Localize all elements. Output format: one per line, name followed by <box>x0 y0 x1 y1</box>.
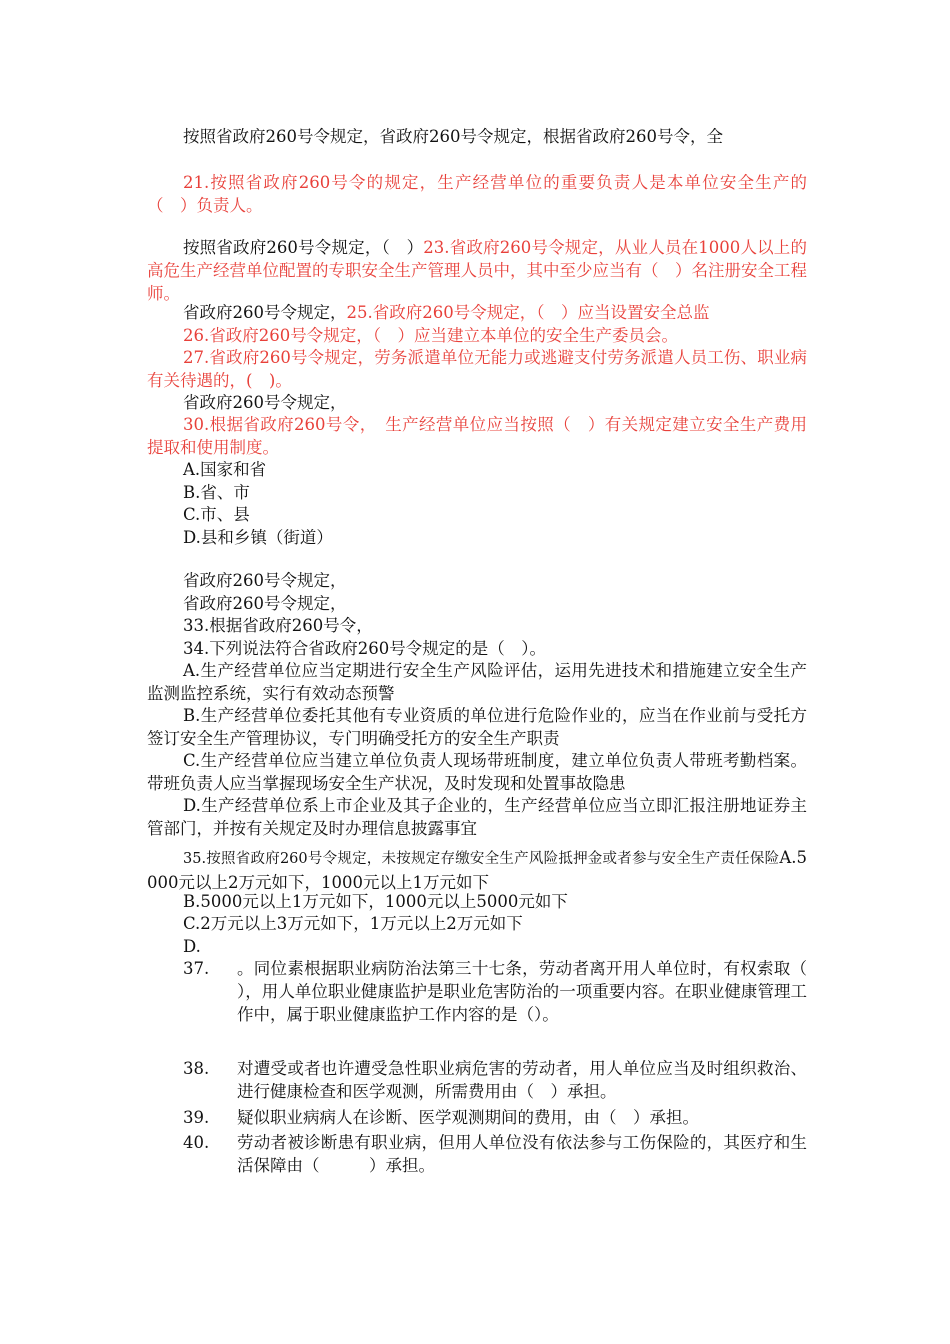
paragraph-260-rules: 按照省政府260号令规定，省政府260号令规定，根据省政府260号令，全 <box>183 127 723 146</box>
paragraph-260-rules-2: 省政府260号令规定， <box>183 393 347 412</box>
question-23-paragraph <box>147 236 807 305</box>
question-25: 25.省政府260号令规定，（ ）应当设置安全总监 <box>346 303 710 322</box>
question-37-number: 37. <box>183 959 210 978</box>
question-33: 33.根据省政府260号令， <box>183 616 373 635</box>
question-21: 21.按照省政府260号令的规定，生产经营单位的重要负责人是本单位安全生产的（ ）负责人。 <box>147 173 807 215</box>
question-35-paragraph <box>147 846 807 894</box>
q35-option-d: D. <box>183 937 201 956</box>
question-38-text: 对遭受或者也许遭受急性职业病危害的劳动者，用人单位应当及时组织救治、进行健康检查和医学观测，所需费用由（ ）承担。 <box>237 1059 807 1101</box>
q34-option-b: B.生产经营单位委托其他有专业资质的单位进行危险作业的，应当在作业前与受托方签订安全生产管理协议，专门明确受托方的安全生产职责 <box>147 706 807 748</box>
q30-option-c: C.市、县 <box>183 505 250 524</box>
q34-option-d: D.生产经营单位系上市企业及其子企业的，生产经营单位应当立即汇报注册地证券主管部门，并按有关规定及时办理信息披露事宜 <box>147 796 807 838</box>
question-30: 30.根据省政府260号令， 生产经营单位应当按照（ ）有关规定建立安全生产费用提取和使用制度。 <box>147 415 807 457</box>
paragraph-260-rules-3: 省政府260号令规定， <box>183 571 347 590</box>
question-37-text: 。同位素根据职业病防治法第三十七条，劳动者离开用人单位时，有权索取（ ），用人单位职业健康监护是职业危害防治的一项重要内容。在职业健康管理工作中，属于职业健康监护工作内容的是（）。 <box>237 959 840 1024</box>
question-40-text: 劳动者被诊断患有职业病，但用人单位没有依法参与工伤保险的，其医疗和生活保障由（ ）承担。 <box>237 1133 807 1175</box>
q30-option-b: B.省、市 <box>183 483 250 502</box>
question-35: 35.按照省政府260号令规定，未按规定存缴安全生产风险抵押金或者参与安全生产责任保险 <box>183 851 780 867</box>
question-27: 27.省政府260号令规定，劳务派遣单位无能力或逃避支付劳务派遣人员工伤、职业病有关待遇的，( )。 <box>147 348 807 390</box>
q30-option-d: D.县和乡镇（街道） <box>183 528 333 547</box>
question-25-lead: 省政府260号令规定， <box>183 303 347 322</box>
question-25-paragraph <box>147 301 807 324</box>
q34-option-a: A.生产经营单位应当定期进行安全生产风险评估，运用先进技术和措施建立安全生产监测监控系统，实行有效动态预警 <box>147 661 807 703</box>
question-38-number: 38. <box>183 1059 210 1078</box>
question-23-lead: 按照省政府260号令规定，（ ） <box>183 238 424 257</box>
q35-option-b: B.5000元以上1万元如下，1000元以上5000元如下 <box>183 892 568 911</box>
q34-option-c: C.生产经营单位应当建立单位负责人现场带班制度，建立单位负责人带班考勤档案。带班负责人应当掌握现场安全生产状况，及时发现和处置事故隐患 <box>147 751 807 793</box>
question-23: 23.省政府260号令规定，从业人员在1000人以上的高危生产经营单位配置的专职安全生产管理人员中，其中至少应当有（ ）名注册安全工程师。 <box>147 238 807 303</box>
question-34: 34.下列说法符合省政府260号令规定的是（ ）。 <box>183 639 546 658</box>
q30-option-a: A.国家和省 <box>183 460 267 479</box>
question-26: 26.省政府260号令规定，（ ）应当建立本单位的安全生产委员会。 <box>183 326 678 345</box>
q35-option-a: A.5000元以上2万元如下，1000元以上1万元如下 <box>147 848 807 892</box>
paragraph-260-rules-4: 省政府260号令规定， <box>183 594 347 613</box>
question-40-number: 40. <box>183 1133 210 1152</box>
question-39-number: 39. <box>183 1108 210 1127</box>
q35-option-c: C.2万元以上3万元如下，1万元以上2万元如下 <box>183 914 523 933</box>
question-39-text: 疑似职业病病人在诊断、医学观测期间的费用，由（ ）承担。 <box>237 1108 699 1127</box>
